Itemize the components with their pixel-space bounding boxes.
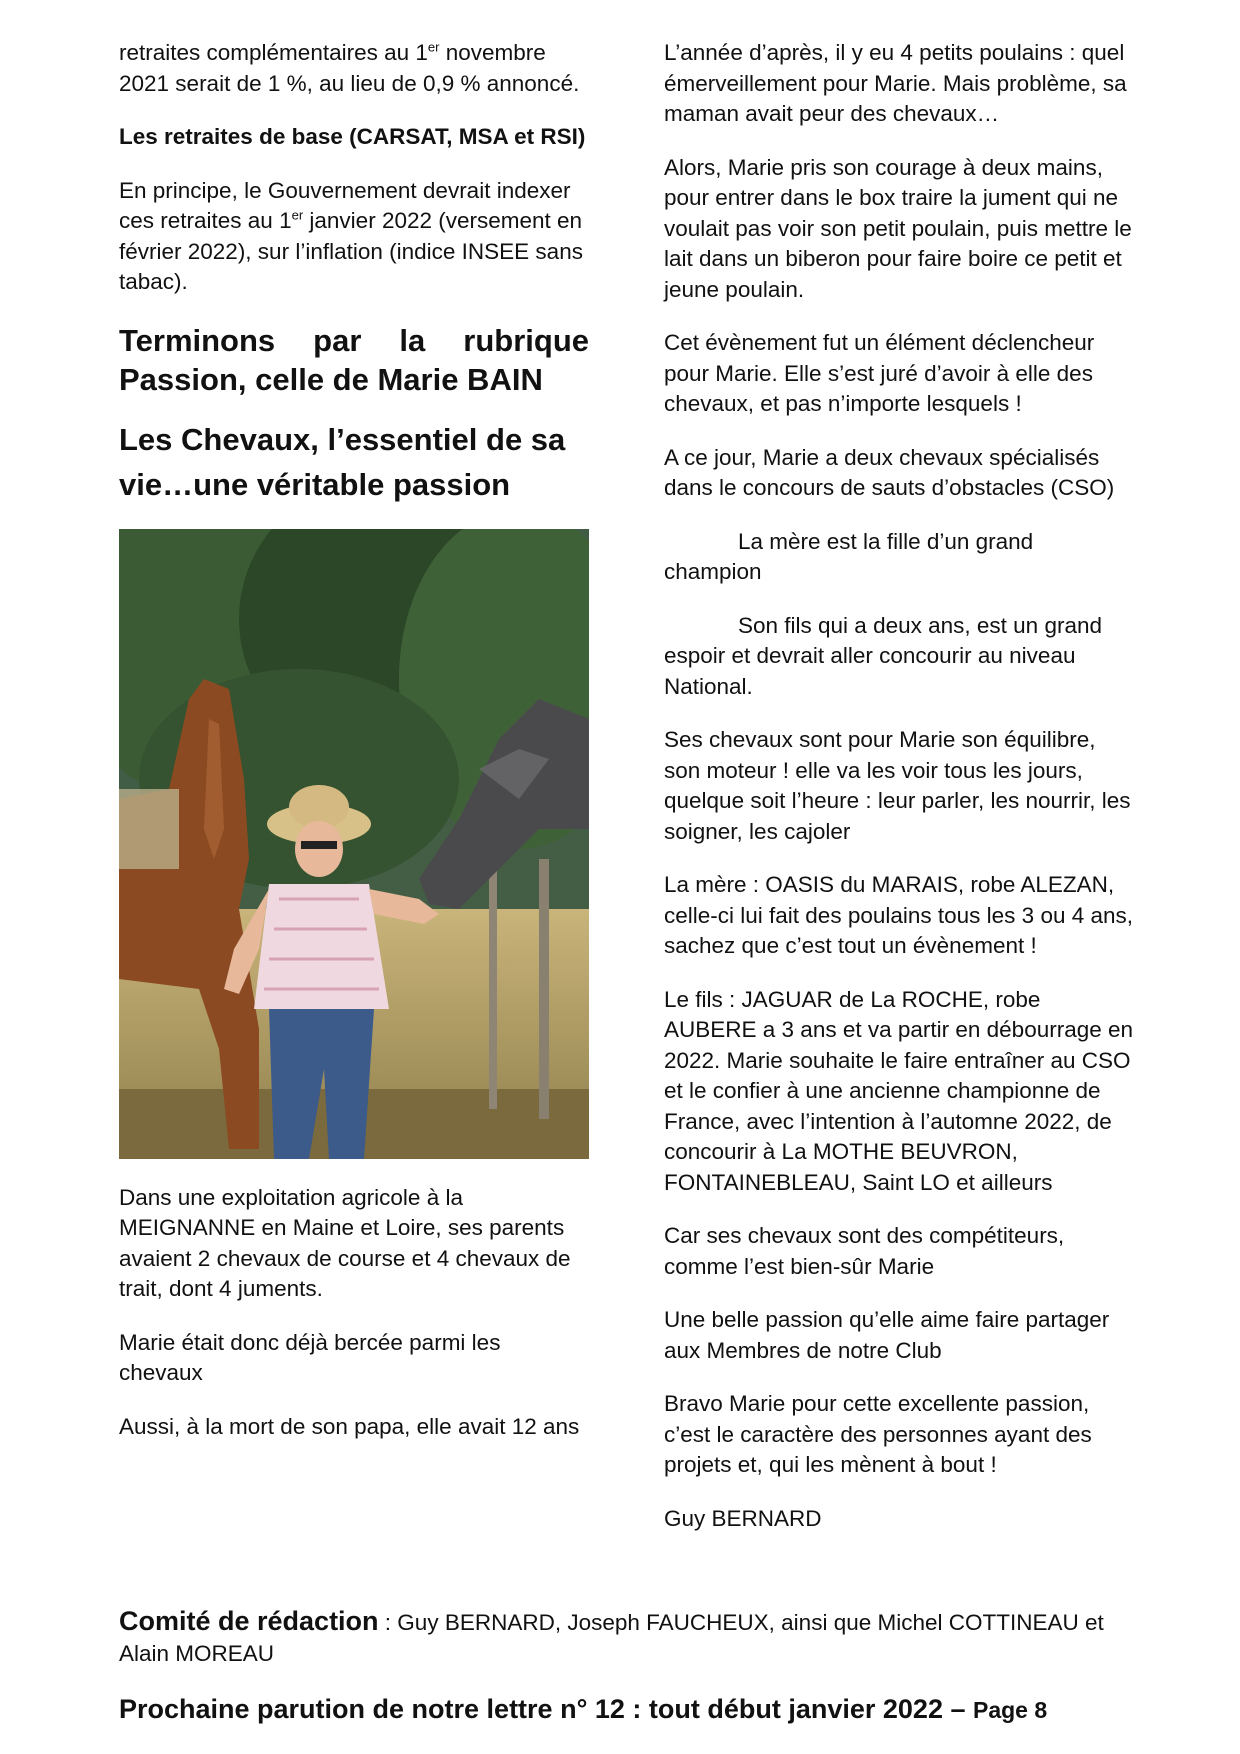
photo-marie-with-horses	[119, 529, 589, 1159]
editorial-committee	[119, 1606, 1139, 1669]
paragraph-bercee: Marie était donc déjà bercée parmi les chevaux	[119, 1329, 501, 1385]
paragraph-retraites-complementaires: retraites complémentaires au 1er novembre 2021 serait de 1 %, au lieu de 0,9 % annoncé.	[119, 39, 580, 96]
paragraph-courage: Alors, Marie pris son courage à deux mains, pour entrer dans le box traire la jument qui ne voulait pas voir son petit poulain, puis mettre le lait dans un biberon pour faire boire ce petit et jeune poulain.	[664, 154, 1132, 302]
paragraph-bravo: Bravo Marie pour cette excellente passion, c’est le caractère des personnes ayant des projets et, qui les mènent à bout !	[664, 1391, 1092, 1477]
subheading-retraites-base: Les retraites de base (CARSAT, MSA et RSI)	[119, 124, 586, 149]
right-column	[664, 38, 1134, 1557]
paragraph-competiteurs: Car ses chevaux sont des compétiteurs, comme l’est bien-sûr Marie	[664, 1223, 1065, 1279]
committee-label: Comité de rédaction	[119, 1606, 379, 1636]
photo-illustration	[119, 529, 589, 1159]
paragraph-mere-champion: La mère est la fille d’un grand champion	[664, 528, 1034, 584]
paragraph-cso: A ce jour, Marie a deux chevaux spécialisés dans le concours de sauts d’obstacles (CSO)	[664, 444, 1115, 500]
paragraph-equilibre: Ses chevaux sont pour Marie son équilibre, son moteur ! elle va les voir tous les jours, quelque soit l’heure : leur parler, les nourrir, les soigner, les cajoler	[664, 727, 1131, 844]
paragraph-fils-espoir: Son fils qui a deux ans, est un grand espoir et devrait aller concourir au niveau National.	[664, 612, 1102, 699]
paragraph-oasis: La mère : OASIS du MARAIS, robe ALEZAN, celle-ci lui fait des poulains tous les 3 ou 4 ans, sachez que c’est tout un évènement !	[664, 872, 1134, 958]
committee-members: : Guy BERNARD, Joseph FAUCHEUX, ainsi que Michel COTTINEAU et Alain MOREAU	[119, 1610, 1104, 1666]
signature: Guy BERNARD	[664, 1505, 822, 1531]
paragraph-indexation: En principe, le Gouvernement devrait indexer ces retraites au 1er janvier 2022 (versement en février 2022), sur l’inflation (indice INSEE sans tabac).	[119, 177, 583, 294]
paragraph-jaguar: Le fils : JAGUAR de La ROCHE, robe AUBERE a 3 ans et va partir en débourrage en 2022. Marie souhaite le faire entraîner au CSO et le confier à une ancienne championne de France, avec l’intention à l’automne 2022, de concourir à La MOTHE BEUVRON, FONTAINEBLEAU, Saint LO et ailleurs	[664, 986, 1134, 1195]
next-issue-text: Prochaine parution de notre lettre n° 12 : tout début janvier 2022	[119, 1694, 943, 1724]
section-heading-passion: Terminons par la rubrique Passion, celle de Marie BAIN	[119, 322, 589, 397]
paragraph-declencheur: Cet évènement fut un élément déclencheur pour Marie. Elle s’est juré d’avoir à elle des chevaux, et pas n’importe lesquels !	[664, 330, 1095, 416]
paragraph-poulains: L’année d’après, il y eu 4 petits poulains : quel émerveillement pour Marie. Mais problème, sa maman avait peur des chevaux…	[664, 40, 1127, 126]
footer-next-issue	[119, 1694, 1139, 1725]
left-column	[119, 38, 589, 1465]
paragraph-exploitation: Dans une exploitation agricole à la MEIGNANNE en Maine et Loire, ses parents avaient 2 chevaux de course et 4 chevaux de trait, dont 4 juments.	[119, 1184, 571, 1301]
article-title: Les Chevaux, l’essentiel de sa vie…une véritable passion	[119, 421, 566, 502]
paragraph-partager: Une belle passion qu’elle aime faire partager aux Membres de notre Club	[664, 1307, 1110, 1363]
footer-dash: –	[942, 1694, 973, 1724]
paragraph-mort-papa: Aussi, à la mort de son papa, elle avait 12 ans	[119, 1413, 580, 1439]
page-number: Page 8	[973, 1697, 1048, 1723]
